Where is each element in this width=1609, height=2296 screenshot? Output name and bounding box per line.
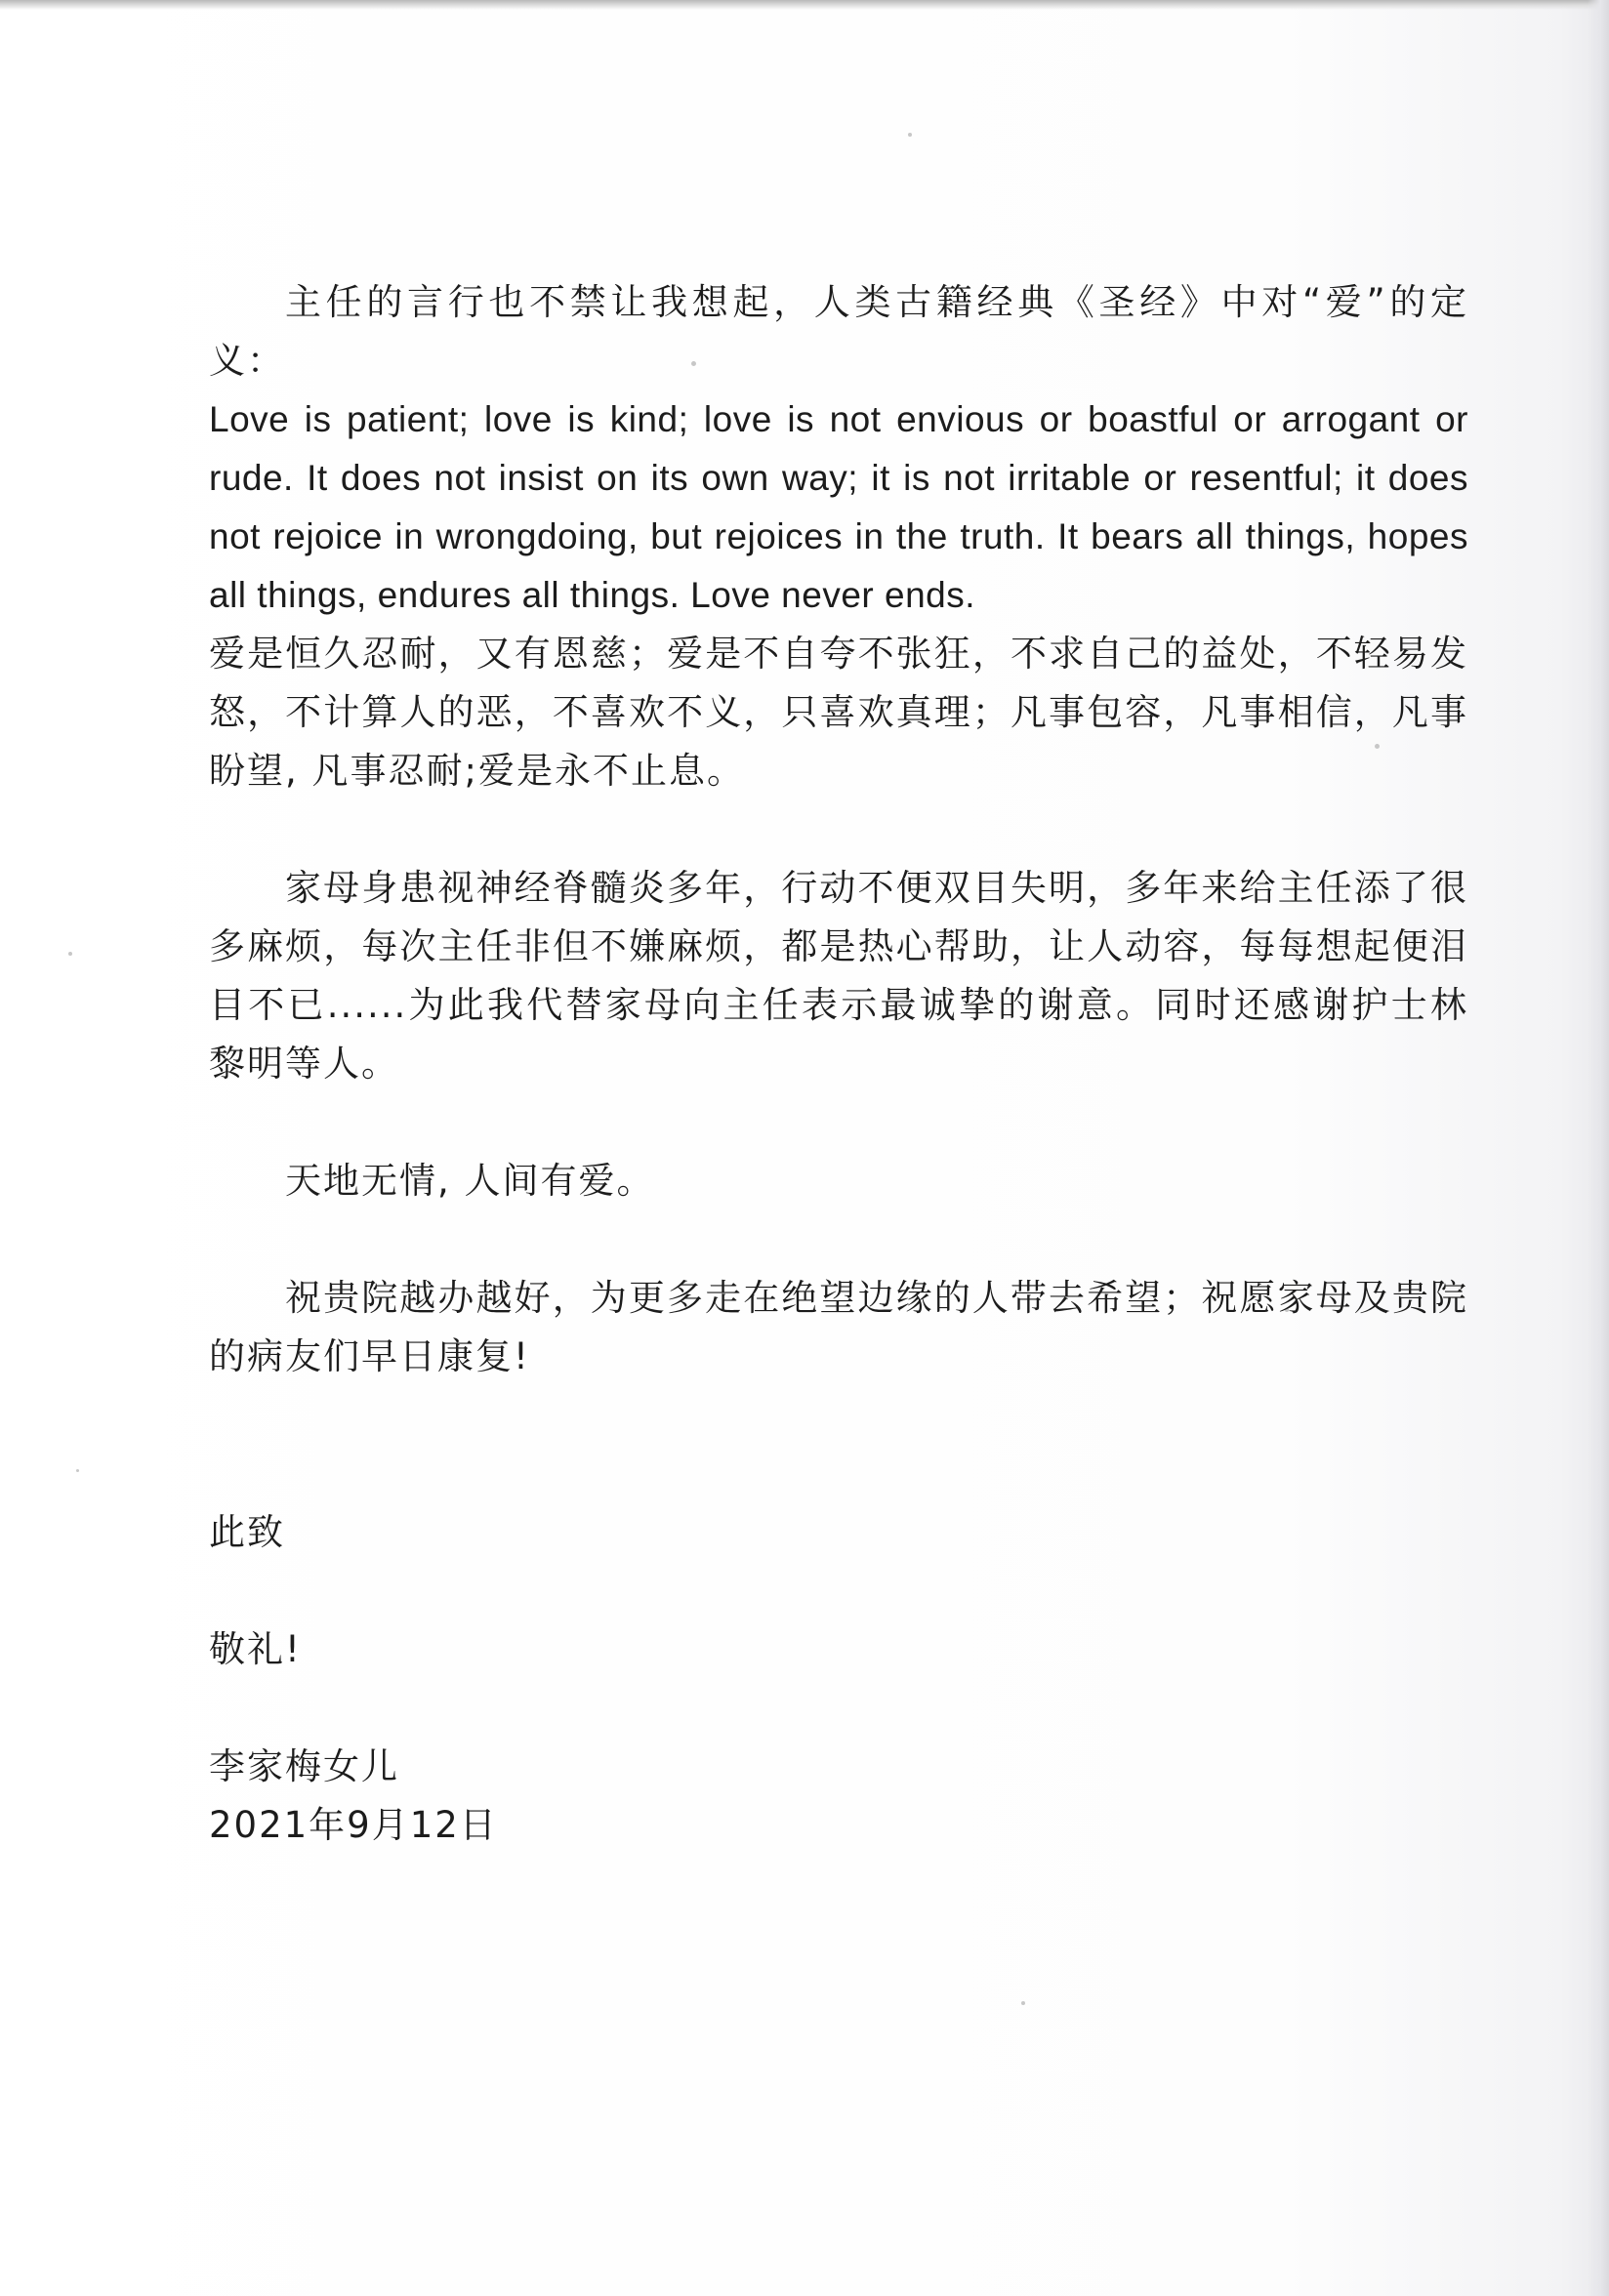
paragraph-motto: 天地无情, 人间有爱。 bbox=[285, 1160, 655, 1202]
paragraph-bible-english: Love is patient; love is kind; love is not envious or boastful or arrogant or rude. It does not insist on its own way; it is not irritable or resentful; it does not rejoice in wrongdoing, but rejoices in the truth. It bears all things, hopes all things, endures all things. Love never ends. bbox=[209, 399, 1468, 615]
closing-salutation: 此致 bbox=[209, 1511, 285, 1553]
closing-regards: 敬礼! bbox=[209, 1628, 302, 1670]
paragraph-thanks: 家母身患视神经脊髓炎多年，行动不便双目失明，多年来给主任添了很多麻烦，每次主任非但不嫌麻烦，都是热心帮助，让人动容，每每想起便泪目不已......为此我代替家母向主任表示最诚挚的谢意。同时还感谢护士林黎明等人。 bbox=[209, 867, 1468, 1085]
letter-date: 2021年9月12日 bbox=[209, 1804, 498, 1846]
scan-speck bbox=[908, 133, 912, 137]
paragraph-bible-chinese: 爱是恒久忍耐，又有恩慈；爱是不自夸不张狂，不求自己的益处，不轻易发怒，不计算人的恶，不喜欢不义，只喜欢真理；凡事包容，凡事相信，凡事盼望, 凡事忍耐;爱是永不止息。 bbox=[209, 633, 1468, 792]
letter-body bbox=[209, 273, 1468, 1855]
scan-right-edge bbox=[1588, 0, 1609, 2296]
scan-speck bbox=[68, 952, 72, 956]
scan-speck bbox=[76, 1469, 79, 1472]
paragraph-wishes: 祝贵院越办越好，为更多走在绝望边缘的人带去希望；祝愿家母及贵院的病友们早日康复! bbox=[209, 1277, 1468, 1377]
scan-speck bbox=[1021, 2001, 1025, 2005]
signature: 李家梅女儿 bbox=[209, 1745, 399, 1787]
scan-top-edge bbox=[0, 0, 1609, 10]
paragraph-bible-intro: 主任的言行也不禁让我想起，人类古籍经典《圣经》中对“爱”的定义： bbox=[209, 281, 1468, 382]
